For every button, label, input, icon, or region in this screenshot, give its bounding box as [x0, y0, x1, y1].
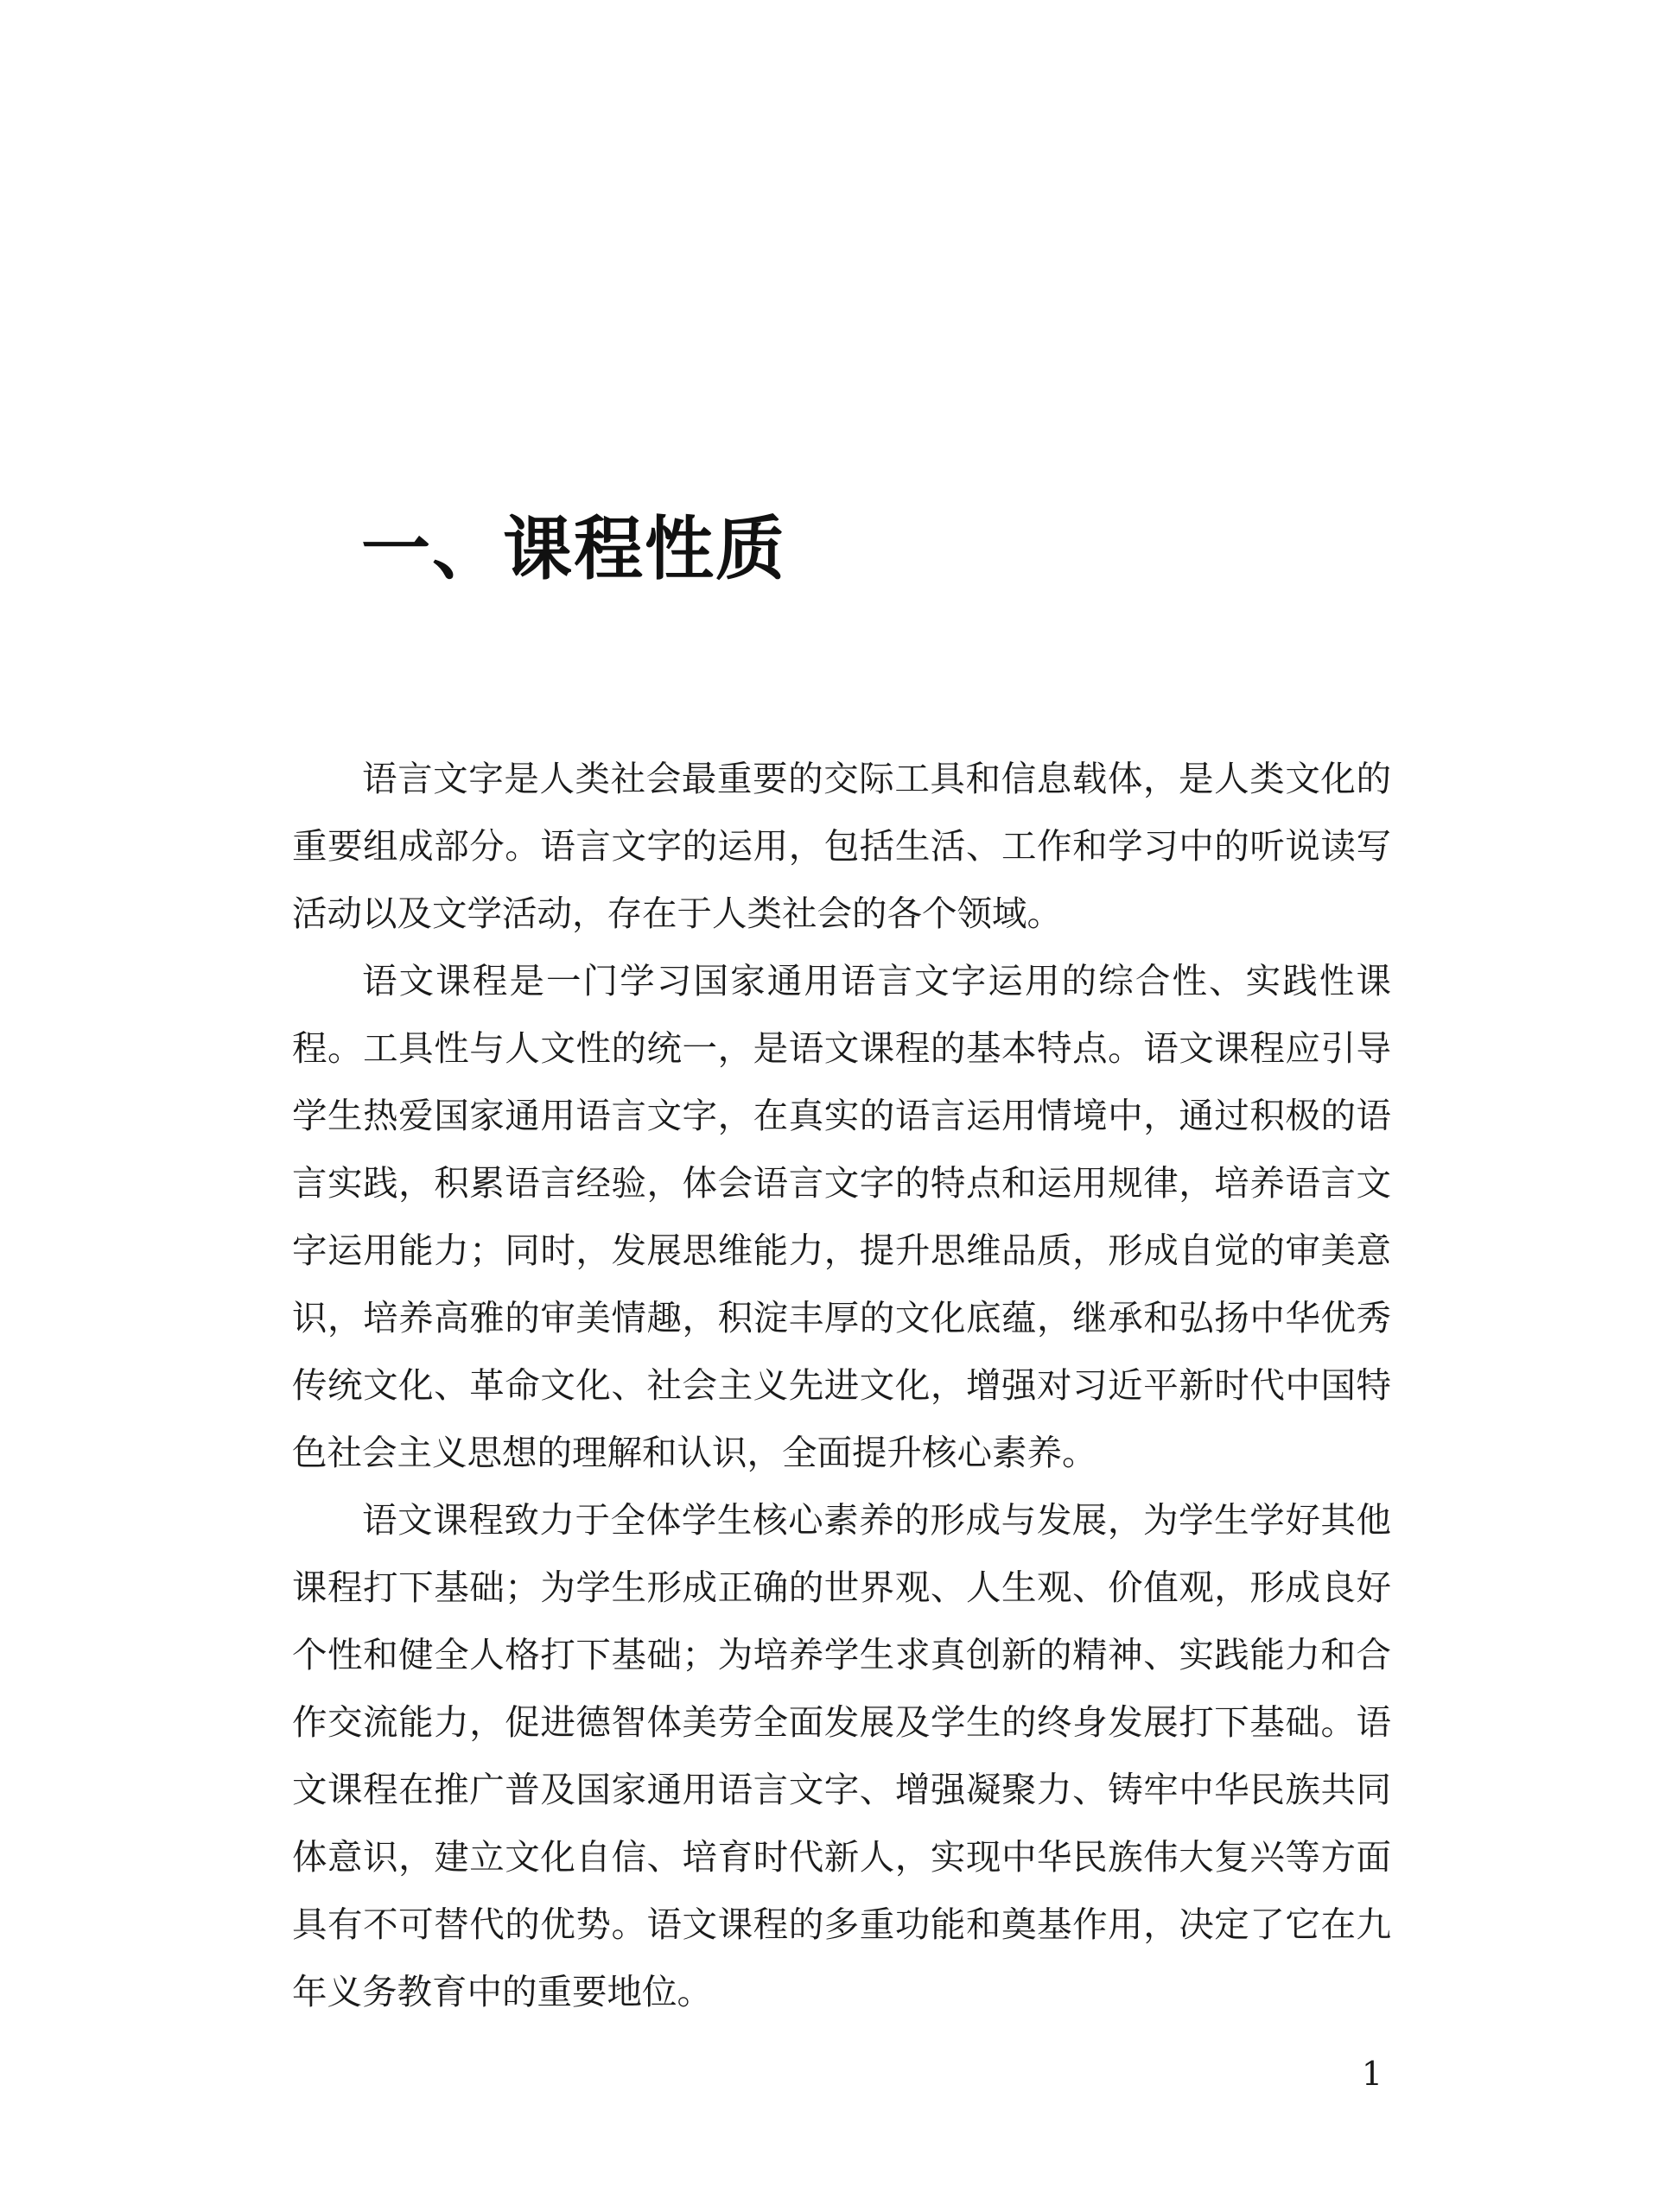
- paragraph-1: 语言文字是人类社会最重要的交际工具和信息载体，是人类文化的重要组成部分。语言文字的运用，包括生活、工作和学习中的听说读写活动以及文学活动，存在于人类社会的各个领域。: [292, 758, 1391, 934]
- paragraph-2: 语文课程是一门学习国家通用语言文字运用的综合性、实践性课程。工具性与人文性的统一，是语文课程的基本特点。语文课程应引导学生热爱国家通用语言文字，在真实的语言运用情境中，通过积极的语言实践，积累语言经验，体会语言文字的特点和运用规律，培养语言文字运用能力；同时，发展思维能力，提升思维品质，形成自觉的审美意识，培养高雅的审美情趣，积淀丰厚的文化底蕴，继承和弘扬中华优秀传统文化、革命文化、社会主义先进文化，增强对习近平新时代中国特色社会主义思想的理解和认识，全面提升核心素养。: [292, 960, 1391, 1473]
- page-number: 1: [1361, 2055, 1382, 2093]
- paragraph-3: 语文课程致力于全体学生核心素养的形成与发展，为学生学好其他课程打下基础；为学生形成正确的世界观、人生观、价值观，形成良好个性和健全人格打下基础；为培养学生求真创新的精神、实践能力和合作交流能力，促进德智体美劳全面发展及学生的终身发展打下基础。语文课程在推广普及国家通用语言文字、增强凝聚力、铸牢中华民族共同体意识，建立文化自信、培育时代新人，实现中华民族伟大复兴等方面具有不可替代的优势。语文课程的多重功能和奠基作用，决定了它在九年义务教育中的重要地位。: [292, 1499, 1391, 2012]
- chapter-title: 一、课程性质: [361, 508, 786, 589]
- body-text: [292, 745, 1391, 2025]
